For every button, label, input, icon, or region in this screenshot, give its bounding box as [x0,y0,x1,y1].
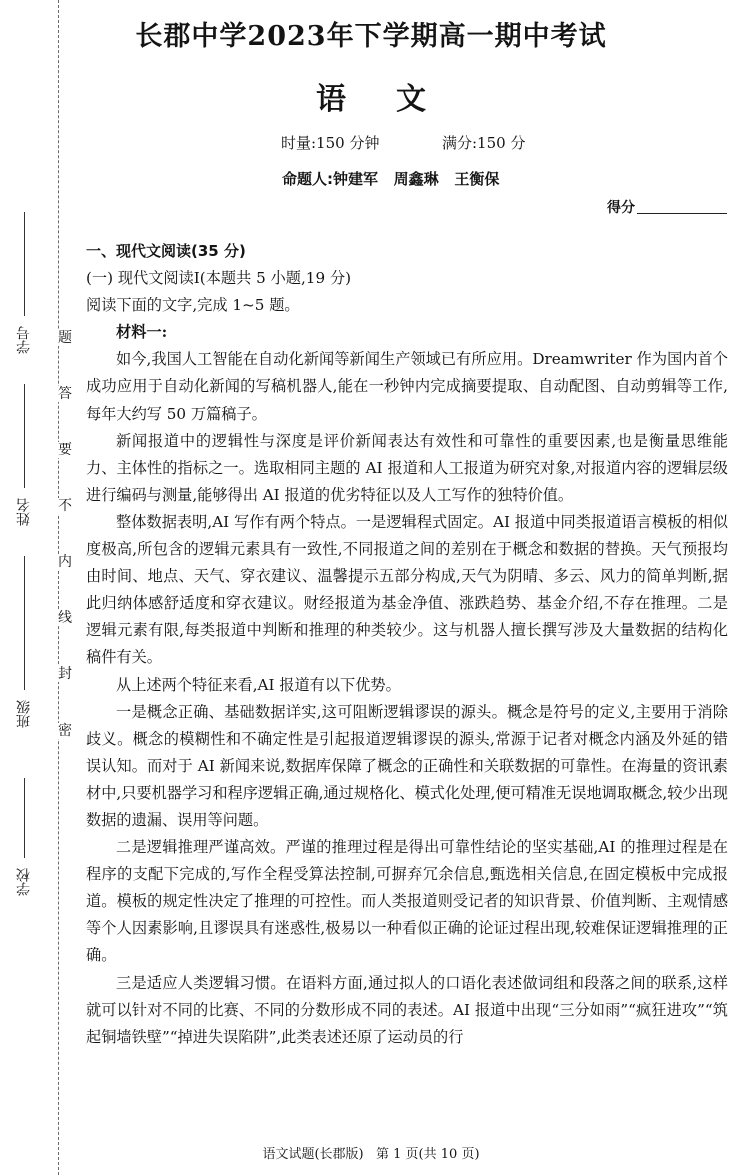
passage-paragraph: 整体数据表明,AI 写作有两个特点。一是逻辑程式固定。AI 报道中同类报道语言模板的相似度极高,所包含的逻辑元素具有一致性,不同报道之间的差别在于概念和数据的替换。天气预报均由时间、地点、天气、穿衣建议、温馨提示五部分构成,天气为阴晴、多云、风力的简单判断,据此归纳体感舒适度和穿衣建议。财经报道为基金净值、涨跌趋势、基金介绍,不存在推理。二是逻辑元素有限,每类报道中判断和推理的种类较少。这与机器人擅长撰写涉及大量数据的结构化稿件有关。 [86,512,728,667]
passage-paragraph: 三是适应人类逻辑习惯。在语料方面,通过拟人的口语化表述做词组和段落之间的联系,这样就可以针对不同的比赛、不同的分数形成不同的表述。AI 报道中出现“三分如雨”“疯狂进攻”“筑起铜墙铁壁”“掉进失误陷阱”,此类表述还原了运动员的行 [86,973,728,1046]
score-blank-line[interactable] [637,213,727,214]
student-id-label: 学号 [16,326,32,354]
binding-warning-char: 答 [58,386,72,402]
reading-section [86,238,728,1046]
school-label: 学校 [16,868,32,896]
passage-paragraph: 二是逻辑推理严谨高效。严谨的推理过程是得出可靠性结论的坚实基础,AI 的推理过程是在程序的支配下完成的,写作全程受算法控制,可摒弃冗余信息,甄选相关信息,在固定模板中完成报道。模板的规定性决定了推理的可控性。而人类报道则受记者的知识背景、价值判断、主观情感等个人因素影响,且谬误具有迷惑性,极易以一种看似正确的论证过程出现,较难保证逻辑推理的正确。 [86,838,728,965]
time-limit: 时量:150 分钟 [281,134,380,152]
name-label: 姓名 [16,498,32,526]
full-score: 满分:150 分 [442,134,526,152]
exam-title: 长郡中学2023年下学期高一期中考试 [135,21,607,52]
passage-paragraph: 新闻报道中的逻辑性与深度是评价新闻表达有效性和可靠性的重要因素,也是衡量思维能力、主体性的指标之一。选取相同主题的 AI 报道和人工报道为研究对象,对报道内容的逻辑层级进行编码与测量,能够得出 AI 报道的优劣特征以及人工写作的独特价值。 [86,431,728,504]
binding-warning-char: 封 [58,666,72,682]
passage-paragraph: 从上述两个特征来看,AI 报道有以下优势。 [116,675,401,694]
passage-paragraph: 如今,我国人工智能在自动化新闻等新闻生产领域已有所应用。Dreamwriter 作为国内首个成功应用于自动化新闻的写稿机器人,能在一秒钟内完成摘要提取、自动配图、自动剪辑等工作,每年大约写 50 万篇稿子。 [86,350,728,423]
binding-warning-char: 题 [58,330,72,346]
section-instruction: 阅读下面的文字,完成 1~5 题。 [86,296,300,315]
section-part: (一) 现代文阅读Ⅰ(本题共 5 小题,19 分) [86,269,352,288]
page-footer: 语文试题(长郡版) 第 1 页(共 10 页) [262,1147,480,1162]
exam-authors: 命题人:钟建军 周鑫琳 王衡保 [282,170,500,188]
binding-warning-char: 密 [58,723,72,739]
binding-warning-char: 不 [58,498,72,514]
score-label: 得分 [607,200,635,216]
binding-warning-char: 线 [58,610,72,626]
passage-paragraph: 一是概念正确、基础数据详实,这可阻断逻辑谬误的源头。概念是符号的定义,主要用于消除歧义。概念的模糊性和不确定性是引起报道逻辑谬误的源头,常源于记者对概念内涵及外延的错误认知。而对于 AI 新闻来说,数据库保障了概念的正确性和关联数据的可靠性。在海量的资讯素材中,只要机器学习和程序逻辑正确,通过规格化、模式化处理,便可精准无误地调取概念,较少出现数据的遗漏、误用等问题。 [86,702,728,829]
material-label: 材料一: [116,323,168,342]
school-blank-line [24,778,25,858]
class-label: 班级 [16,700,32,728]
binding-warning-char: 要 [58,442,72,458]
binding-dashed-line [58,0,59,1175]
subject-title: 语文 [316,82,476,117]
class-blank-line [24,556,25,690]
section-title: 一、现代文阅读(35 分) [86,242,246,260]
binding-warning-char: 内 [58,554,72,570]
name-blank-line [24,384,25,488]
student-id-blank-line [24,212,25,316]
